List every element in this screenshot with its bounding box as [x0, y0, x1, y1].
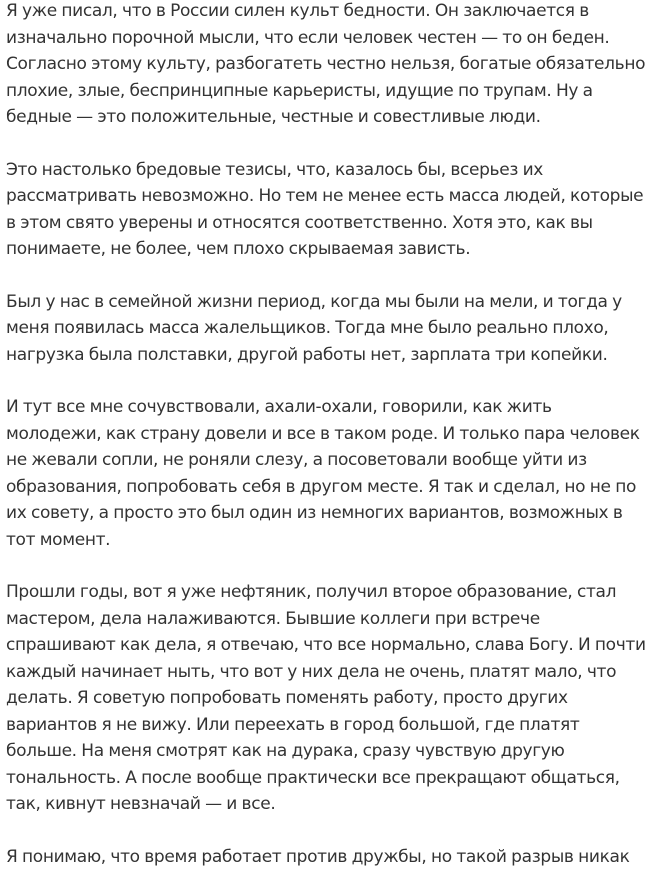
article-body [6, 0, 646, 896]
paragraph-6: Я понимаю, что время работает против дружбы, но такой разрыв никак [6, 846, 630, 867]
paragraph-2: Это настолько бредовые тезисы, что, казалось бы, всерьез их рассматривать невозможно. Но тем не менее есть масса людей, которые в этом свято уверены и относятся соответственно. Хотя это, как вы понимаете, не более, чем плохо скрываемая зависть. [6, 159, 644, 259]
paragraph-4: И тут все мне сочувствовали, ахали-охали, говорили, как жить молодежи, как страну довели и все в таком роде. И только пара человек не жевали сопли, не роняли слезу, а посоветовали вообще уйти из образования, попробовать себя в другом месте. Я так и сделал, но не по их совету, а просто это был один из немногих вариантов, возможных в тот момент. [6, 397, 640, 550]
paragraph-3: Был у нас в семейной жизни период, когда мы были на мели, и тогда у меня появилась масса жалельщиков. Тогда мне было реально плохо, нагрузка была полставки, другой работы нет, зарплата три копейки. [6, 291, 622, 365]
paragraph-5: Прошли годы, вот я уже нефтяник, получил второе образование, стал мастером, дела налаживаются. Бывшие коллеги при встрече спрашивают как дела, я отвечаю, что все нормально, слава Богу. И почти каждый начинает ныть, что вот у них дела не очень, платят мало, что делать. Я советую попробовать поменять работу, просто других вариантов я не вижу. Или переехать в город большой, где платят больше. На меня смотрят как на дурака, сразу чувствую другую тональность. А после вообще практически все прекращают общаться, так, кивнут невзначай — и все. [6, 582, 646, 814]
paragraph-1: Я уже писал, что в России силен культ бедности. Он заключается в изначально порочной мысли, что если человек честен — то он беден. Согласно этому культу, разбогатеть честно нельзя, богатые обязательно плохие, злые, беспринципные карьеристы, идущие по трупам. Ну а бедные — это положительные, честные и совестливые люди. [6, 1, 646, 127]
